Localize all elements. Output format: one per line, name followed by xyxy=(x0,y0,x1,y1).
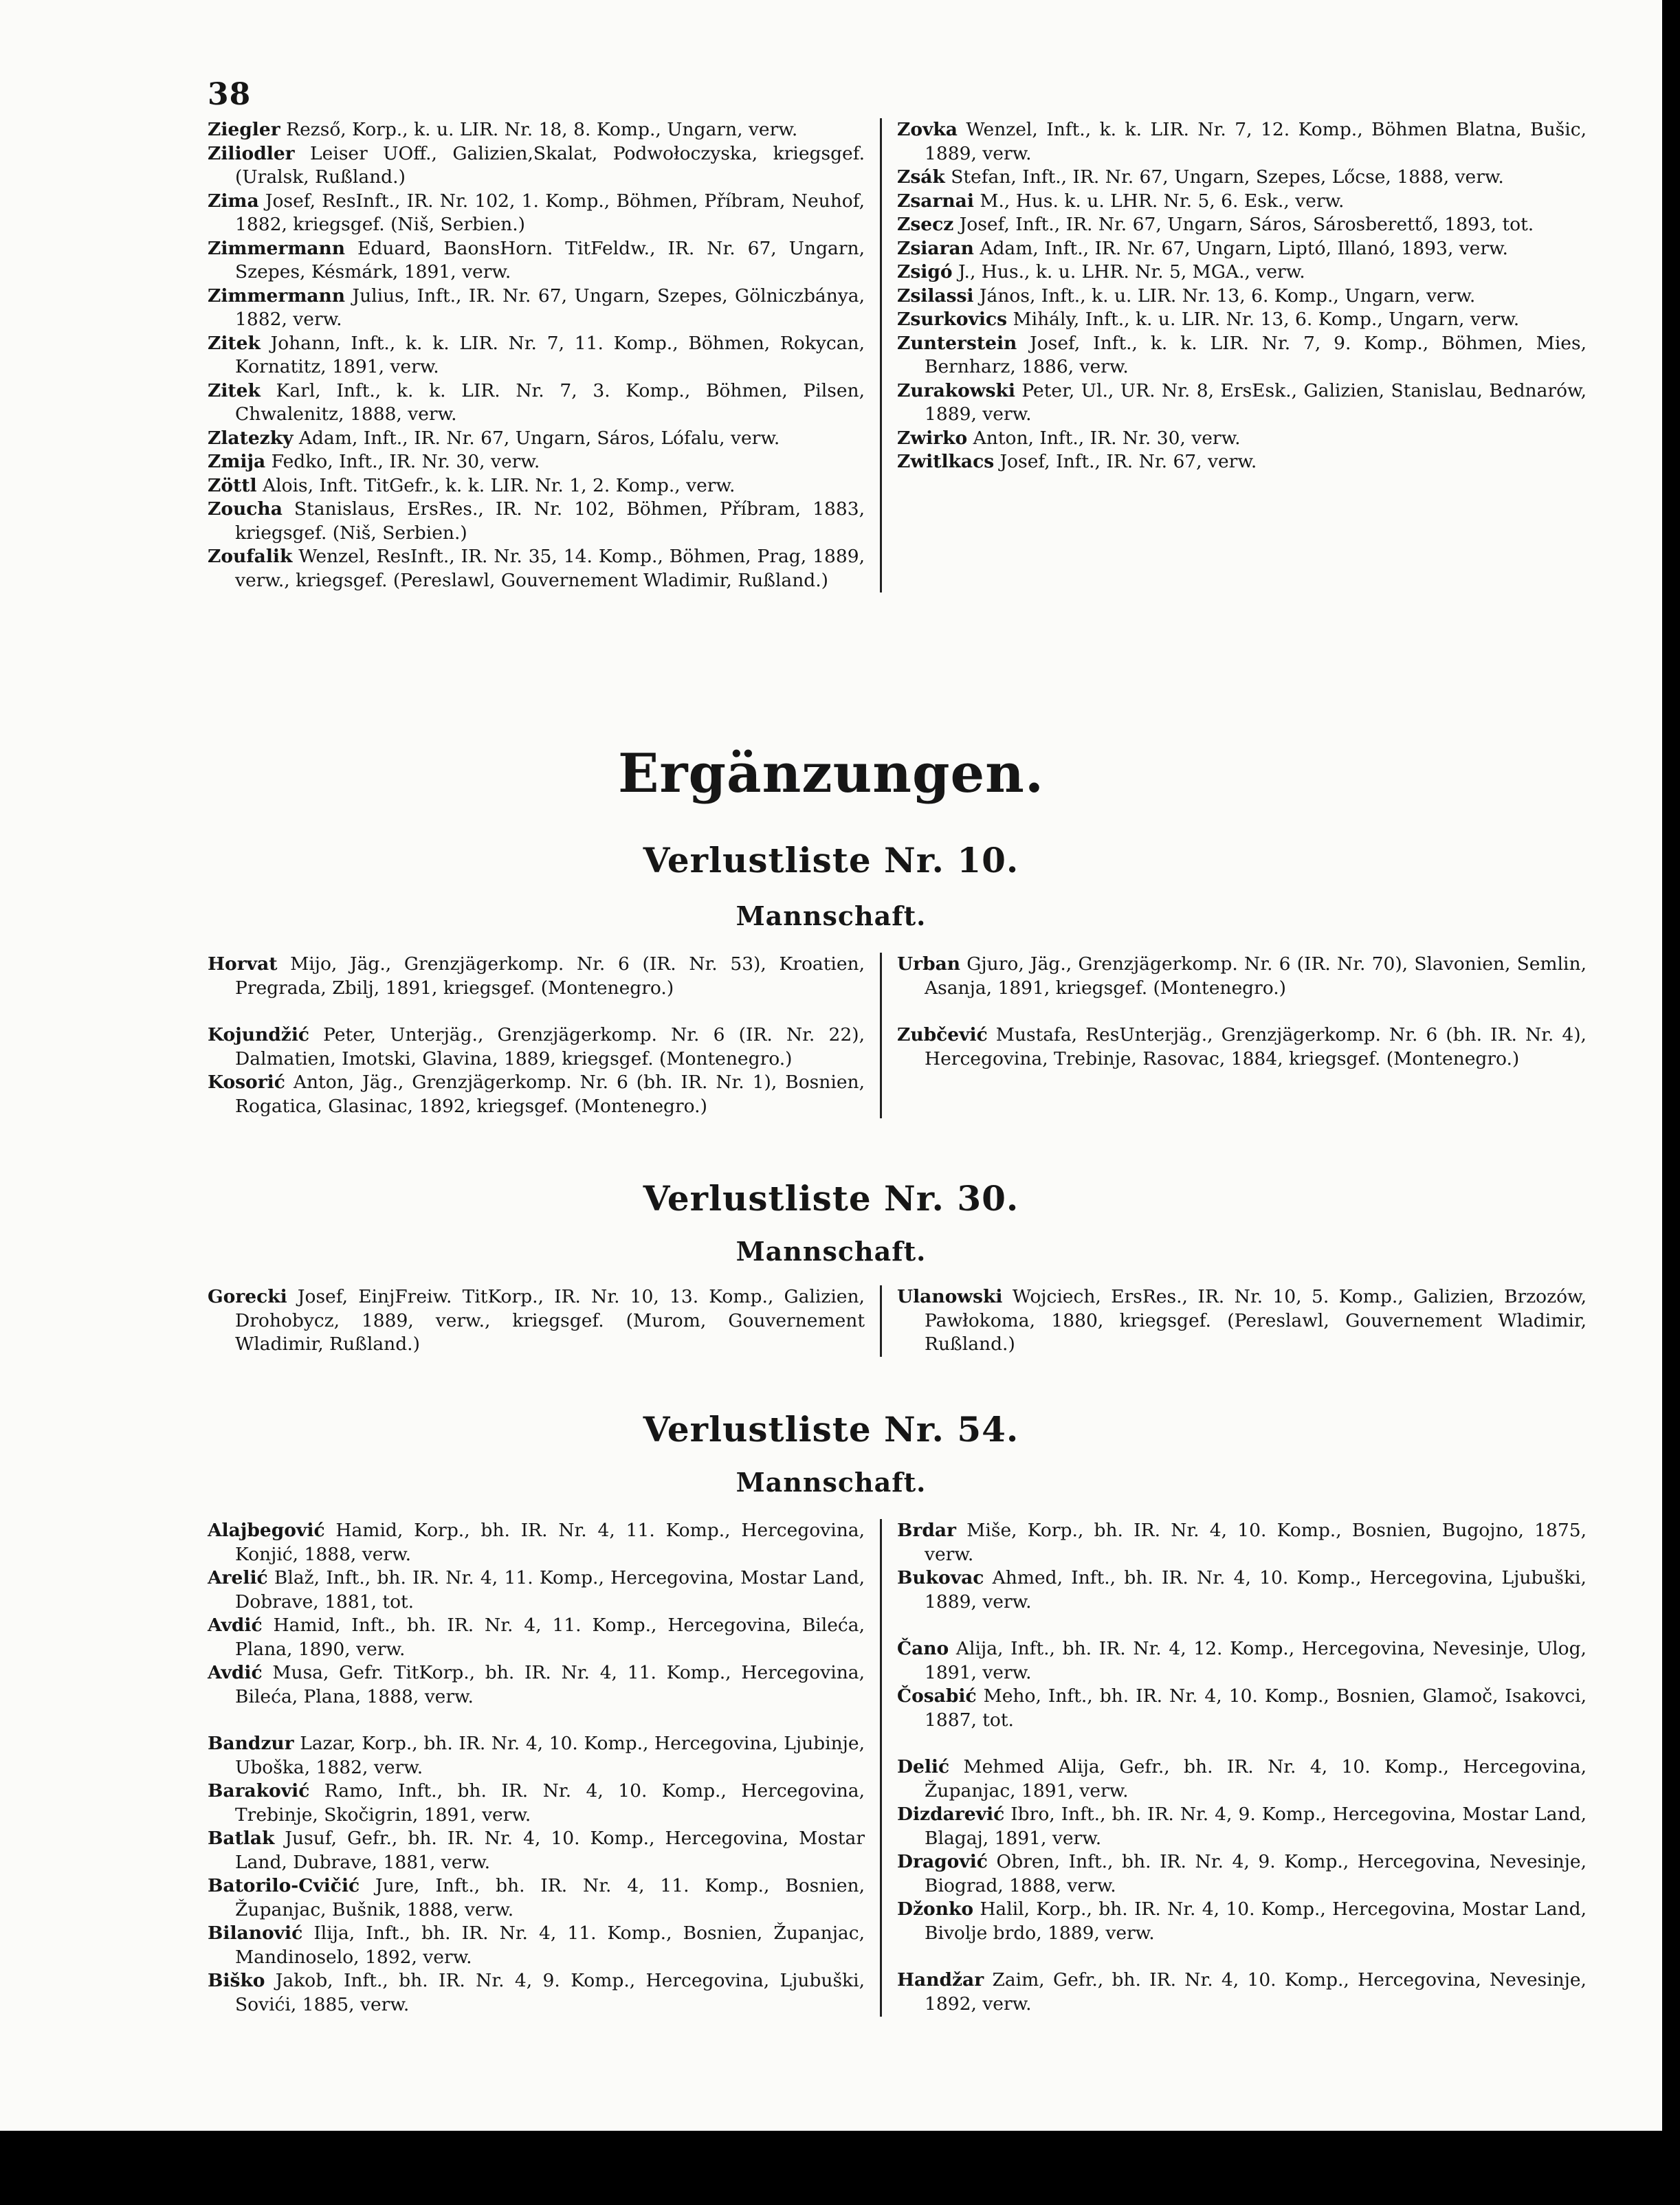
casualty-entry xyxy=(208,1732,865,1780)
casualty-surname: Zimmermann xyxy=(208,285,346,307)
casualty-entry xyxy=(208,190,865,237)
casualty-details: Mehmed Alija, Gefr., bh. IR. Nr. 4, 10. Komp., Hercegovina, Županjac, 1891, verw. xyxy=(925,1756,1587,1802)
casualty-entry xyxy=(897,1285,1587,1357)
casualty-details: Josef, Inft., k. k. LIR. Nr. 7, 9. Komp., Böhmen, Mies, Bernharz, 1886, verw. xyxy=(925,332,1587,377)
list-10-section xyxy=(208,953,1587,1118)
casualty-entry xyxy=(897,1803,1587,1850)
casualty-surname: Zima xyxy=(208,190,259,212)
casualty-details: Jakob, Inft., bh. IR. Nr. 4, 9. Komp., Hercegovina, Ljubuški, Sovići, 1885, verw. xyxy=(235,1970,865,2015)
casualty-details: Josef, Inft., IR. Nr. 67, Ungarn, Sáros, Sárosberettő, 1893, tot. xyxy=(953,214,1534,235)
casualty-details: Anton, Jäg., Grenzjägerkomp. Nr. 6 (bh. IR. Nr. 1), Bosnien, Rogatica, Glasinac, 1892, kriegsgef. (Montenegro.) xyxy=(235,1072,865,1117)
casualty-details: Jure, Inft., bh. IR. Nr. 4, 11. Komp., Bosnien, Županjac, Bušnik, 1888, verw. xyxy=(235,1875,865,1920)
casualty-entry xyxy=(897,427,1587,451)
page-number: 38 xyxy=(208,77,252,112)
casualty-details: J., Hus., k. u. LHR. Nr. 5, MGA., verw. xyxy=(952,261,1305,282)
entry-spacer xyxy=(897,1945,1587,1969)
casualty-surname: Zmija xyxy=(208,451,266,472)
casualty-details: Wojciech, ErsRes., IR. Nr. 10, 5. Komp., Galizien, Brzozów, Pawłokoma, 1880, kriegsgef. (Pereslawl, Gouvernement Wladimir, Rußland.) xyxy=(925,1286,1587,1355)
casualty-details: Hamid, Korp., bh. IR. Nr. 4, 11. Komp., Hercegovina, Konjić, 1888, verw. xyxy=(235,1520,865,1565)
casualty-details: Eduard, BaonsHorn. TitFeldw., IR. Nr. 67, Ungarn, Szepes, Késmárk, 1891, verw. xyxy=(235,237,865,282)
casualty-details: Alija, Inft., bh. IR. Nr. 4, 12. Komp., Hercegovina, Nevesinje, Ulog, 1891, verw. xyxy=(925,1638,1587,1683)
casualty-surname: Zlatezky xyxy=(208,427,294,449)
casualty-surname: Avdić xyxy=(208,1662,263,1683)
casualty-surname: Zurakowski xyxy=(897,379,1015,401)
casualty-details: Obren, Inft., bh. IR. Nr. 4, 9. Komp., Hercegovina, Nevesinje, Biograd, 1888, verw. xyxy=(925,1851,1587,1896)
casualty-details: Peter, Ul., UR. Nr. 8, ErsEsk., Galizien, Stanislau, Bednarów, 1889, verw. xyxy=(925,379,1587,425)
casualty-entry xyxy=(208,450,865,474)
entry-spacer xyxy=(897,1614,1587,1637)
casualty-details: Josef, EinjFreiw. TitKorp., IR. Nr. 10, 13. Komp., Galizien, Drohobycz, 1889, verw., kriegsgef. (Murom, Gouvernement Wladimir, Rußland.) xyxy=(235,1286,865,1355)
list-30-section xyxy=(208,1285,1587,1357)
casualty-entry xyxy=(208,1614,865,1661)
list-10-subheading: Mannschaft. xyxy=(736,900,927,931)
casualty-surname: Kosorić xyxy=(208,1072,285,1093)
casualty-details: Miše, Korp., bh. IR. Nr. 4, 10. Komp., Bosnien, Bugojno, 1875, verw. xyxy=(925,1520,1587,1565)
casualty-surname: Zubčević xyxy=(897,1024,988,1045)
casualty-details: Karl, Inft., k. k. LIR. Nr. 7, 3. Komp., Böhmen, Pilsen, Chwalenitz, 1888, verw. xyxy=(235,379,865,425)
casualty-surname: Zsigó xyxy=(897,261,953,282)
casualty-entry xyxy=(208,1922,865,1969)
casualty-surname: Ziegler xyxy=(208,119,280,140)
casualty-entry xyxy=(208,1780,865,1827)
casualty-surname: Bandzur xyxy=(208,1733,294,1754)
casualty-entry xyxy=(208,498,865,545)
casualty-details: Adam, Inft., IR. Nr. 67, Ungarn, Liptó, Illanó, 1893, verw. xyxy=(973,237,1508,259)
casualty-entry xyxy=(897,1850,1587,1898)
casualty-entry xyxy=(897,379,1587,427)
casualty-details: Ramo, Inft., bh. IR. Nr. 4, 10. Komp., Hercegovina, Trebinje, Skočigrin, 1891, verw. xyxy=(235,1780,865,1826)
casualty-surname: Arelić xyxy=(208,1567,268,1588)
list-30-left-column xyxy=(208,1285,880,1357)
casualty-entry xyxy=(208,118,865,142)
list-10-left-column xyxy=(208,953,880,1118)
casualty-entry xyxy=(208,1566,865,1614)
casualty-entry xyxy=(897,308,1587,332)
casualty-details: Jusuf, Gefr., bh. IR. Nr. 4, 10. Komp., Hercegovina, Mostar Land, Dubrave, 1881, verw. xyxy=(235,1828,865,1873)
casualty-details: Alois, Inft. TitGefr., k. k. LIR. Nr. 1, 2. Komp., verw. xyxy=(256,474,736,496)
casualty-details: Mihály, Inft., k. u. LIR. Nr. 13, 6. Komp., Ungarn, verw. xyxy=(1007,309,1520,330)
casualty-surname: Zsecz xyxy=(897,214,954,235)
casualty-surname: Zsarnai xyxy=(897,190,974,212)
supplement-heading: Ergänzungen. xyxy=(617,742,1045,805)
casualty-details: Josef, ResInft., IR. Nr. 102, 1. Komp., Böhmen, Příbram, Neuhof, 1882, kriegsgef. (Niš, Serbien.) xyxy=(235,190,865,235)
casualty-entry xyxy=(208,474,865,498)
casualty-surname: Urban xyxy=(897,953,961,975)
casualty-surname: Gorecki xyxy=(208,1286,287,1307)
casualty-surname: Delić xyxy=(897,1756,950,1777)
entry-spacer xyxy=(897,1000,1587,1023)
casualty-surname: Zimmermann xyxy=(208,237,346,259)
casualty-surname: Zsiaran xyxy=(897,237,974,259)
list-30-subheading: Mannschaft. xyxy=(736,1236,927,1267)
casualty-details: Anton, Inft., IR. Nr. 30, verw. xyxy=(967,427,1241,449)
casualty-details: János, Inft., k. u. LIR. Nr. 13, 6. Komp., Ungarn, verw. xyxy=(973,285,1476,307)
casualty-details: Mijo, Jäg., Grenzjägerkomp. Nr. 6 (IR. Nr. 53), Kroatien, Pregrada, Zbilj, 1891, kriegsgef. (Montenegro.) xyxy=(235,953,865,999)
casualty-entry xyxy=(208,1874,865,1922)
casualty-surname: Baraković xyxy=(208,1780,310,1802)
casualty-surname: Zoufalik xyxy=(208,546,293,567)
casualty-details: Leiser UOff., Galizien,Skalat, Podwołoczyska, kriegsgef. (Uralsk, Rußland.) xyxy=(235,142,865,188)
top-right-column xyxy=(882,118,1587,592)
casualty-details: Ibro, Inft., bh. IR. Nr. 4, 9. Komp., Hercegovina, Mostar Land, Blagaj, 1891, verw. xyxy=(925,1804,1587,1849)
casualty-details: Adam, Inft., IR. Nr. 67, Ungarn, Sáros, Lófalu, verw. xyxy=(293,427,780,449)
list-54-heading: Verlustliste Nr. 54. xyxy=(643,1409,1019,1450)
casualty-surname: Avdić xyxy=(208,1615,263,1636)
casualty-details: Stanislaus, ErsRes., IR. Nr. 102, Böhmen, Příbram, 1883, kriegsgef. (Niš, Serbien.) xyxy=(235,498,865,544)
casualty-surname: Batorilo-Cvičić xyxy=(208,1875,360,1896)
casualty-details: Julius, Inft., IR. Nr. 67, Ungarn, Szepes, Gölniczbánya, 1882, verw. xyxy=(235,285,865,330)
list-30-right-column xyxy=(882,1285,1587,1357)
casualty-entry xyxy=(897,118,1587,166)
casualty-entry xyxy=(897,1685,1587,1732)
list-54-left-column xyxy=(208,1519,880,2017)
casualty-details: Lazar, Korp., bh. IR. Nr. 4, 10. Komp., Hercegovina, Ljubinje, Uboška, 1882, verw. xyxy=(235,1733,865,1778)
entry-spacer xyxy=(208,1000,865,1023)
casualty-surname: Zoucha xyxy=(208,498,283,520)
casualty-entry xyxy=(897,261,1587,285)
casualty-surname: Brdar xyxy=(897,1520,957,1541)
casualty-details: Wenzel, Inft., k. k. LIR. Nr. 7, 12. Komp., Böhmen Blatna, Bušic, 1889, verw. xyxy=(925,119,1587,164)
casualty-surname: Bilanović xyxy=(208,1923,303,1944)
casualty-details: Ilija, Inft., bh. IR. Nr. 4, 11. Komp., Bosnien, Županjac, Mandinoselo, 1892, verw. xyxy=(235,1923,865,1968)
casualty-details: Hamid, Inft., bh. IR. Nr. 4, 11. Komp., Hercegovina, Bileća, Plana, 1890, verw. xyxy=(235,1615,865,1660)
casualty-surname: Batlak xyxy=(208,1828,275,1849)
casualty-surname: Zwirko xyxy=(897,427,968,449)
casualty-details: Zaim, Gefr., bh. IR. Nr. 4, 10. Komp., Hercegovina, Nevesinje, 1892, verw. xyxy=(925,1969,1587,2015)
casualty-entry xyxy=(208,545,865,592)
casualty-surname: Zsurkovics xyxy=(897,309,1008,330)
casualty-entry xyxy=(208,1023,865,1071)
casualty-surname: Zwitlkacs xyxy=(897,451,995,472)
casualty-surname: Alajbegović xyxy=(208,1520,325,1541)
casualty-surname: Dizdarević xyxy=(897,1804,1005,1825)
casualty-entry xyxy=(897,237,1587,261)
casualty-surname: Zöttl xyxy=(208,474,257,496)
casualty-entry xyxy=(208,1827,865,1874)
casualty-entry xyxy=(208,1071,865,1118)
casualty-details: Rezső, Korp., k. u. LIR. Nr. 18, 8. Komp., Ungarn, verw. xyxy=(280,119,798,140)
casualty-entry xyxy=(208,237,865,285)
casualty-details: Meho, Inft., bh. IR. Nr. 4, 10. Komp., Bosnien, Glamoč, Isakovci, 1887, tot. xyxy=(925,1685,1587,1731)
list-10-right-column xyxy=(882,953,1587,1118)
casualty-details: Ahmed, Inft., bh. IR. Nr. 4, 10. Komp., Hercegovina, Ljubuški, 1889, verw. xyxy=(925,1567,1587,1613)
casualty-surname: Zsilassi xyxy=(897,285,974,307)
casualty-entry xyxy=(208,379,865,427)
casualty-details: Halil, Korp., bh. IR. Nr. 4, 10. Komp., Hercegovina, Mostar Land, Bivolje brdo, 1889, verw. xyxy=(925,1898,1587,1944)
entry-spacer xyxy=(897,1732,1587,1755)
casualty-entry xyxy=(208,142,865,190)
casualty-entry xyxy=(897,332,1587,379)
casualty-entry xyxy=(208,427,865,451)
casualty-entry xyxy=(897,213,1587,237)
casualty-surname: Kojundžić xyxy=(208,1024,310,1045)
casualty-surname: Čosabić xyxy=(897,1685,977,1707)
casualty-surname: Dragović xyxy=(897,1851,988,1872)
casualty-surname: Ziliodler xyxy=(208,142,295,164)
casualty-surname: Džonko xyxy=(897,1898,974,1920)
casualty-surname: Zovka xyxy=(897,119,958,140)
casualty-entry xyxy=(897,190,1587,214)
casualty-entry xyxy=(208,332,865,379)
top-left-column xyxy=(208,118,880,592)
casualty-details: Peter, Unterjäg., Grenzjägerkomp. Nr. 6 (IR. Nr. 22), Dalmatien, Imotski, Glavina, 1889, kriegsgef. (Montenegro.) xyxy=(235,1024,865,1070)
casualty-surname: Zitek xyxy=(208,332,261,354)
list-30-heading: Verlustliste Nr. 30. xyxy=(643,1178,1019,1219)
casualty-surname: Zitek xyxy=(208,379,261,401)
casualty-entry xyxy=(897,450,1587,474)
casualty-entry xyxy=(897,953,1587,1000)
list-10-heading: Verlustliste Nr. 10. xyxy=(643,840,1019,880)
casualty-details: M., Hus. k. u. LHR. Nr. 5, 6. Esk., verw. xyxy=(973,190,1345,212)
casualty-entry xyxy=(897,1969,1587,2016)
list-54-subheading: Mannschaft. xyxy=(736,1467,927,1498)
list-54-right-column xyxy=(882,1519,1587,2017)
casualty-details: Mustafa, ResUnterjäg., Grenzjägerkomp. Nr. 6 (bh. IR. Nr. 4), Hercegovina, Trebinje, Rasovac, 1884, kriegsgef. (Montenegro.) xyxy=(925,1024,1587,1070)
casualty-surname: Horvat xyxy=(208,953,278,975)
casualty-entry xyxy=(897,285,1587,309)
casualty-details: Blaž, Inft., bh. IR. Nr. 4, 11. Komp., Hercegovina, Mostar Land, Dobrave, 1881, tot. xyxy=(235,1567,865,1613)
casualty-surname: Bukovac xyxy=(897,1567,984,1588)
casualty-surname: Biško xyxy=(208,1970,265,1991)
casualty-entry xyxy=(897,1023,1587,1071)
entry-spacer xyxy=(208,1709,865,1732)
casualty-details: Musa, Gefr. TitKorp., bh. IR. Nr. 4, 11. Komp., Hercegovina, Bileća, Plana, 1888, verw. xyxy=(235,1662,865,1707)
casualty-details: Wenzel, ResInft., IR. Nr. 35, 14. Komp., Böhmen, Prag, 1889, verw., kriegsgef. (Pereslawl, Gouvernement Wladimir, Rußland.) xyxy=(235,546,865,591)
casualty-surname: Zunterstein xyxy=(897,332,1017,354)
casualty-entry xyxy=(897,1755,1587,1803)
casualty-entry xyxy=(208,953,865,1000)
casualty-details: Stefan, Inft., IR. Nr. 67, Ungarn, Szepes, Lőcse, 1888, verw. xyxy=(944,166,1504,188)
casualty-details: Fedko, Inft., IR. Nr. 30, verw. xyxy=(265,451,540,472)
casualty-surname: Handžar xyxy=(897,1969,984,1991)
casualty-entry xyxy=(208,1661,865,1709)
casualty-entry xyxy=(897,166,1587,190)
casualty-details: Gjuro, Jäg., Grenzjägerkomp. Nr. 6 (IR. Nr. 70), Slavonien, Semlin, Asanja, 1891, kriegsgef. (Montenegro.) xyxy=(925,953,1587,999)
casualty-entry xyxy=(208,1969,865,2017)
casualty-entry xyxy=(897,1519,1587,1566)
casualty-entry xyxy=(208,285,865,332)
casualty-details: Josef, Inft., IR. Nr. 67, verw. xyxy=(994,451,1257,472)
casualty-entry xyxy=(897,1637,1587,1685)
casualty-entry xyxy=(897,1898,1587,1945)
casualty-entry xyxy=(208,1519,865,1566)
casualty-entry xyxy=(897,1566,1587,1614)
casualty-surname: Zsák xyxy=(897,166,945,188)
casualty-entry xyxy=(208,1285,865,1357)
casualty-surname: Čano xyxy=(897,1638,949,1659)
top-section xyxy=(208,118,1587,592)
casualty-surname: Ulanowski xyxy=(897,1286,1003,1307)
list-54-section xyxy=(208,1519,1587,2017)
casualty-details: Johann, Inft., k. k. LIR. Nr. 7, 11. Komp., Böhmen, Rokycan, Kornatitz, 1891, verw. xyxy=(235,332,865,377)
